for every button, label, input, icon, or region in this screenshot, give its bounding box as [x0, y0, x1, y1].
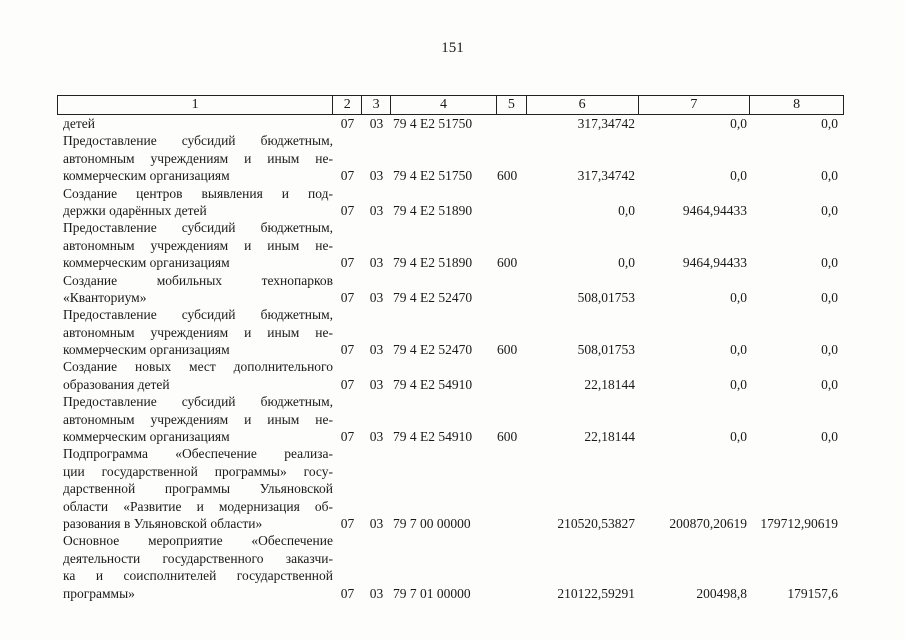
row-description: [57, 358, 333, 393]
cell-c6: 22,18144: [584, 429, 635, 445]
cell-c3: 03: [369, 429, 384, 445]
cell-c7: 0,0: [730, 342, 747, 358]
row-description: [57, 306, 333, 358]
cell-c7: 9464,94433: [682, 255, 747, 271]
description-line: Создание новых мест дополнительного: [63, 359, 333, 375]
cell-c3: 03: [369, 376, 384, 392]
description-line: коммерческим организациям: [63, 342, 230, 358]
cell-c7: 0,0: [730, 168, 747, 184]
cell-c6: 0,0: [618, 202, 635, 218]
cell-c5: 600: [497, 255, 518, 271]
cell-c7: 200870,20619: [669, 515, 747, 531]
table-header: [57, 95, 844, 115]
description-line: Создание центров выявления и под-: [63, 185, 333, 201]
description-line: области «Развитие и модернизация об-: [63, 498, 333, 514]
description-line: дарственной программы Ульяновской: [63, 481, 333, 497]
row-description: [57, 272, 333, 307]
header-col-8: 8: [793, 97, 801, 112]
cell-c4: 79 7 00 00000: [393, 515, 471, 531]
row-description: [57, 115, 333, 132]
row-description: [57, 132, 333, 184]
cell-c6: 0,0: [618, 255, 635, 271]
cell-c4: 79 4 E2 52470: [393, 342, 473, 358]
description-line: программы»: [63, 585, 135, 601]
cell-c2: 07: [340, 376, 355, 392]
cell-c4: 79 7 01 00000: [393, 585, 471, 601]
cell-c2: 07: [340, 585, 355, 601]
header-col-6: 6: [527, 96, 639, 114]
cell-c6: 210122,59291: [557, 585, 635, 601]
cell-c5: 600: [497, 429, 518, 445]
header-col-7: 7: [639, 96, 751, 114]
cell-c6: 508,01753: [577, 289, 635, 305]
cell-c3: 03: [369, 342, 384, 358]
table-row: [57, 219, 844, 271]
description-line: «Кванториум»: [63, 289, 147, 305]
table-row: [57, 115, 844, 132]
description-line: автономным учреждениям и иным не-: [63, 324, 333, 340]
description-line: Предоставление субсидий бюджетным,: [63, 133, 333, 149]
cell-c8: 0,0: [821, 202, 838, 218]
cell-c8: 179157,6: [787, 585, 838, 601]
cell-c3: 03: [369, 515, 384, 531]
description-line: разования в Ульяновской области»: [63, 516, 263, 531]
cell-c6: 317,34742: [577, 116, 635, 131]
cell-c2: 07: [340, 202, 355, 218]
cell-c2: 07: [340, 116, 355, 131]
cell-c2: 07: [340, 289, 355, 305]
header-col-5: 5: [497, 96, 527, 114]
description-line: образования детей: [63, 376, 170, 392]
cell-c3: 03: [369, 289, 384, 305]
description-line: ции государственной программы» госу-: [63, 463, 333, 479]
cell-c5: 600: [497, 168, 518, 184]
description-line: автономным учреждениям и иным не-: [63, 237, 333, 253]
cell-c2: 07: [340, 342, 355, 358]
cell-c8: 179712,90619: [760, 515, 838, 531]
description-line: Основное мероприятие «Обеспечение: [63, 533, 333, 549]
description-line: коммерческим организациям: [63, 168, 230, 184]
description-line: деятельности государственного заказчи-: [63, 550, 333, 566]
description-line: детей: [63, 116, 95, 131]
page-number: 151: [441, 40, 464, 56]
description-line: коммерческим организациям: [63, 255, 230, 271]
cell-c8: 0,0: [821, 376, 838, 392]
cell-c3: 03: [369, 116, 384, 131]
row-description: [57, 445, 333, 532]
cell-c4: 79 4 E2 51890: [393, 202, 473, 218]
cell-c8: 0,0: [821, 116, 838, 131]
cell-c2: 07: [340, 429, 355, 445]
cell-c2: 07: [340, 255, 355, 271]
cell-c3: 03: [369, 585, 384, 601]
header-col-3: 3: [362, 96, 391, 114]
description-line: Предоставление субсидий бюджетным,: [63, 220, 333, 236]
row-description: [57, 219, 333, 271]
cell-c7: 9464,94433: [682, 202, 747, 218]
cell-c4: 79 4 E2 51890: [393, 255, 473, 271]
cell-c4: 79 4 E2 52470: [393, 289, 473, 305]
header-col-2: 2: [333, 96, 362, 114]
header-col-1: 1: [58, 96, 333, 114]
description-line: Предоставление субсидий бюджетным,: [63, 394, 333, 410]
cell-c6: 22,18144: [584, 376, 635, 392]
cell-c6: 508,01753: [577, 342, 635, 358]
cell-c6: 317,34742: [577, 168, 635, 184]
description-line: автономным учреждениям и иным не-: [63, 150, 333, 166]
description-line: Подпрограмма «Обеспечение реализа-: [63, 446, 333, 462]
table-body: [57, 115, 844, 602]
cell-c5: 600: [497, 342, 518, 358]
cell-c2: 07: [340, 515, 355, 531]
cell-c3: 03: [369, 255, 384, 271]
cell-c8: 0,0: [821, 289, 838, 305]
cell-c4: 79 4 E2 51750: [393, 116, 473, 131]
cell-c4: 79 4 E2 51750: [393, 168, 473, 184]
row-description: [57, 185, 333, 220]
cell-c7: 200498,8: [696, 585, 747, 601]
table-row: [57, 358, 844, 393]
table-row: [57, 532, 844, 602]
cell-c7: 0,0: [730, 429, 747, 445]
cell-c2: 07: [340, 168, 355, 184]
header-col-4: 4: [391, 96, 497, 114]
description-line: держки одарённых детей: [63, 202, 207, 218]
description-line: Создание мобильных технопарков: [63, 272, 333, 288]
cell-c8: 0,0: [821, 255, 838, 271]
table-row: [57, 185, 844, 220]
cell-c7: 0,0: [730, 289, 747, 305]
cell-c8: 0,0: [821, 429, 838, 445]
description-line: автономным учреждениям и иным не-: [63, 411, 333, 427]
cell-c7: 0,0: [730, 376, 747, 392]
cell-c8: 0,0: [821, 342, 838, 358]
table-row: [57, 306, 844, 358]
cell-c3: 03: [369, 168, 384, 184]
description-line: коммерческим организациям: [63, 429, 230, 445]
description-line: ка и соисполнителей государственной: [63, 568, 333, 584]
table-row: [57, 132, 844, 184]
row-description: [57, 532, 333, 602]
description-line: Предоставление субсидий бюджетным,: [63, 307, 333, 323]
cell-c4: 79 4 E2 54910: [393, 376, 473, 392]
row-description: [57, 393, 333, 445]
table-row: [57, 445, 844, 532]
cell-c7: 0,0: [730, 116, 747, 131]
cell-c6: 210520,53827: [557, 515, 635, 531]
cell-c3: 03: [369, 202, 384, 218]
cell-c8: 0,0: [821, 168, 838, 184]
cell-c4: 79 4 E2 54910: [393, 429, 473, 445]
table-row: [57, 272, 844, 307]
table-row: [57, 393, 844, 445]
